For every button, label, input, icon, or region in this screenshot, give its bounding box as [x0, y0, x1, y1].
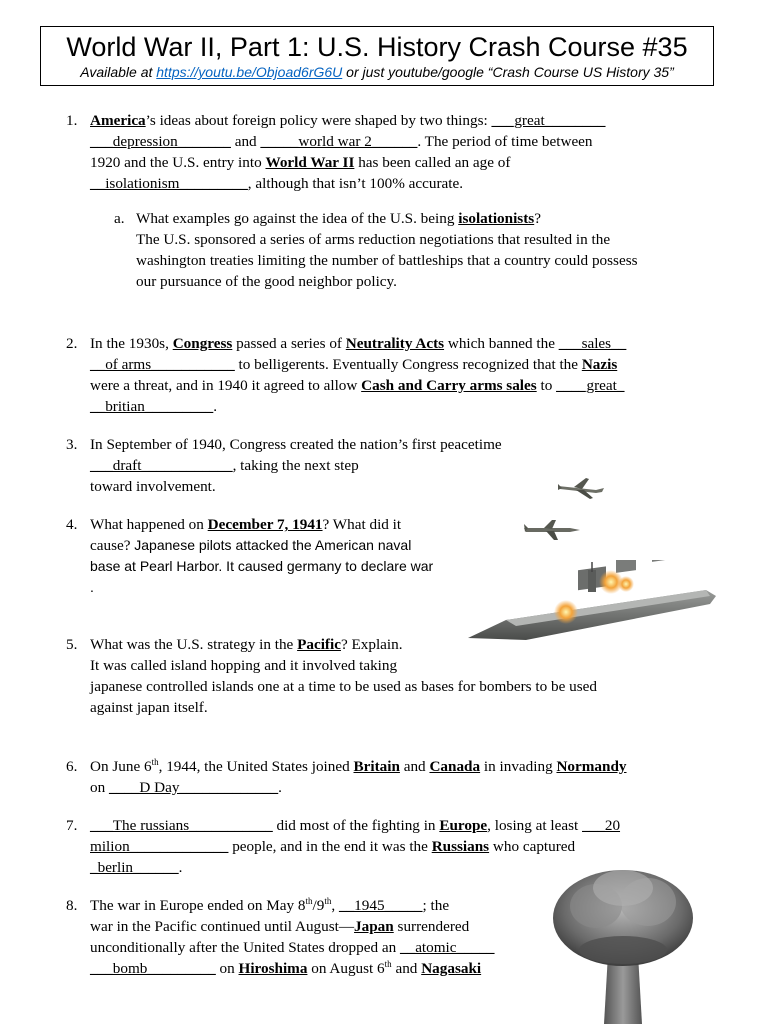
superscript: th: [324, 895, 332, 906]
text: to belligerents. Eventually Congress recognized that the: [234, 356, 582, 373]
text: . The period of time between: [417, 133, 593, 150]
text: .: [178, 859, 183, 876]
term-normandy: Normandy: [556, 758, 627, 775]
text: ; the: [422, 897, 450, 914]
question-number: 8.: [66, 897, 78, 914]
text: to: [536, 377, 557, 394]
answer-the-russians[interactable]: ___The russians___________: [90, 817, 273, 834]
text: , 1944, the United States joined: [158, 758, 354, 775]
answer-of-arms[interactable]: __of arms___________: [90, 356, 235, 373]
question-number: 6.: [66, 758, 78, 775]
term-canada: Canada: [429, 758, 481, 775]
text: .: [278, 779, 282, 796]
video-link[interactable]: https://youtu.be/Objoad6rG6U: [156, 64, 343, 80]
superscript: th: [384, 958, 392, 969]
text: and: [230, 133, 261, 150]
term-isolationists: isolationists: [458, 210, 535, 227]
term-neutrality-acts: Neutrality Acts: [345, 335, 445, 352]
question-number: 1.: [66, 112, 78, 129]
text: on August 6: [307, 960, 385, 977]
text: passed a series of: [232, 335, 346, 352]
text: In September of 1940, Congress created the nation’s first peacetime: [90, 436, 502, 453]
text: , taking the next step: [232, 457, 359, 474]
question-number: 4.: [66, 516, 78, 533]
answer-text[interactable]: It was called island hopping and it involved taking: [90, 657, 398, 674]
page-title: World War II, Part 1: U.S. History Crash Course #35: [66, 32, 688, 62]
text: The war in Europe ended on May 8: [90, 897, 306, 914]
term-pacific: Pacific: [297, 636, 341, 653]
answer-sales[interactable]: ___sales__: [558, 335, 627, 352]
text: in invading: [480, 758, 557, 775]
subtitle-prefix: Available at: [80, 64, 157, 80]
text: ? What did it: [322, 516, 402, 533]
answer-isolationism[interactable]: __isolationism_________: [90, 175, 248, 192]
text: ?: [534, 210, 541, 227]
text: 1920 and the U.S. entry into: [90, 154, 266, 171]
answer-bomb[interactable]: ___bomb_________: [90, 960, 216, 977]
term-world-war-ii: World War II: [265, 154, 355, 171]
answer-text[interactable]: our pursuance of the good neighbor policy.: [136, 273, 397, 290]
text: toward involvement.: [90, 478, 216, 495]
question-number: 7.: [66, 817, 78, 834]
text: On June 6: [90, 758, 152, 775]
term-russians: Russians: [431, 838, 490, 855]
answer-milion[interactable]: milion_____________: [90, 838, 229, 855]
text: .: [213, 398, 217, 415]
text: What happened on: [90, 516, 208, 533]
answer-world-war-2[interactable]: _____world war 2______: [260, 133, 418, 150]
text: has been called an age of: [354, 154, 511, 171]
text: war in the Pacific continued until August—: [90, 918, 355, 935]
term-hiroshima: Hiroshima: [238, 960, 308, 977]
battleship-image: [466, 560, 718, 646]
question-number: 2.: [66, 335, 78, 352]
question-number: a.: [114, 210, 125, 227]
text: and: [391, 960, 422, 977]
answer-britian[interactable]: __britian_________: [90, 398, 214, 415]
answer-berlin[interactable]: _berlin______: [90, 859, 179, 876]
superscript: th: [305, 895, 313, 906]
term-japan: Japan: [354, 918, 394, 935]
text: What was the U.S. strategy in the: [90, 636, 298, 653]
answer-draft[interactable]: ___draft____________: [90, 457, 233, 474]
text: unconditionally after the United States dropped an: [90, 939, 400, 956]
mushroom-cloud-image: [548, 866, 698, 1024]
answer-20[interactable]: ___20: [582, 817, 621, 834]
text: people, and in the end it was the: [228, 838, 432, 855]
answer-text[interactable]: against japan itself.: [90, 699, 208, 716]
answer-text[interactable]: japanese controlled islands one at a time to be used as bases for bombers to be used: [90, 678, 597, 695]
question-number: 3.: [66, 436, 78, 453]
text: What examples go against the idea of the U.S. being: [136, 210, 459, 227]
airplane-icon: [556, 474, 606, 502]
term-congress: Congress: [172, 335, 233, 352]
text: and: [399, 758, 430, 775]
header-subtitle: [41, 63, 713, 81]
term-nazis: Nazis: [581, 356, 618, 373]
answer-d-day[interactable]: ____D Day_____________: [108, 779, 279, 796]
text: which banned the: [444, 335, 559, 352]
worksheet-header: [40, 26, 714, 86]
text: ? Explain.: [340, 636, 403, 653]
question-number: 5.: [66, 636, 78, 653]
answer-text[interactable]: washington treaties limiting the number of battleships that a country could possess: [136, 252, 638, 269]
text: ’s ideas about foreign policy were shaped by two things:: [145, 112, 492, 129]
text: /9: [312, 897, 325, 914]
text: surrendered: [393, 918, 470, 935]
term-america: America: [90, 112, 146, 129]
text: were a threat, and in 1940 it agreed to allow: [90, 377, 362, 394]
text: In the 1930s,: [90, 335, 173, 352]
answer-text[interactable]: base at Pearl Harbor. It caused germany to declare war: [90, 558, 434, 574]
answer-text[interactable]: The U.S. sponsored a series of arms reduction negotiations that resulted in the: [136, 231, 611, 248]
text: on: [90, 779, 109, 796]
answer-great[interactable]: ___great________: [491, 112, 606, 129]
airplane-icon: [522, 518, 582, 542]
superscript: th: [151, 756, 159, 767]
term-december-7-1941: December 7, 1941: [207, 516, 323, 533]
text: on: [215, 960, 239, 977]
text: did most of the fighting in: [272, 817, 440, 834]
term-cash-and-carry: Cash and Carry arms sales: [361, 377, 537, 394]
term-europe: Europe: [439, 817, 488, 834]
text: , although that isn’t 100% accurate.: [247, 175, 464, 192]
text: who captured: [489, 838, 576, 855]
subtitle-suffix: or just youtube/google “Crash Course US History 35”: [342, 64, 674, 80]
term-britain: Britain: [353, 758, 400, 775]
answer-text[interactable]: .: [90, 579, 94, 595]
answer-1945[interactable]: __1945_____: [338, 897, 423, 914]
text: cause?: [90, 537, 135, 554]
text: , losing at least: [487, 817, 583, 834]
answer-great[interactable]: ____great_: [556, 377, 625, 394]
answer-text[interactable]: Japanese pilots attacked the American naval: [134, 537, 412, 553]
answer-depression[interactable]: ___depression_______: [90, 133, 231, 150]
answer-atomic[interactable]: __atomic_____: [400, 939, 495, 956]
text: ,: [331, 897, 339, 914]
term-nagasaki: Nagasaki: [421, 960, 482, 977]
